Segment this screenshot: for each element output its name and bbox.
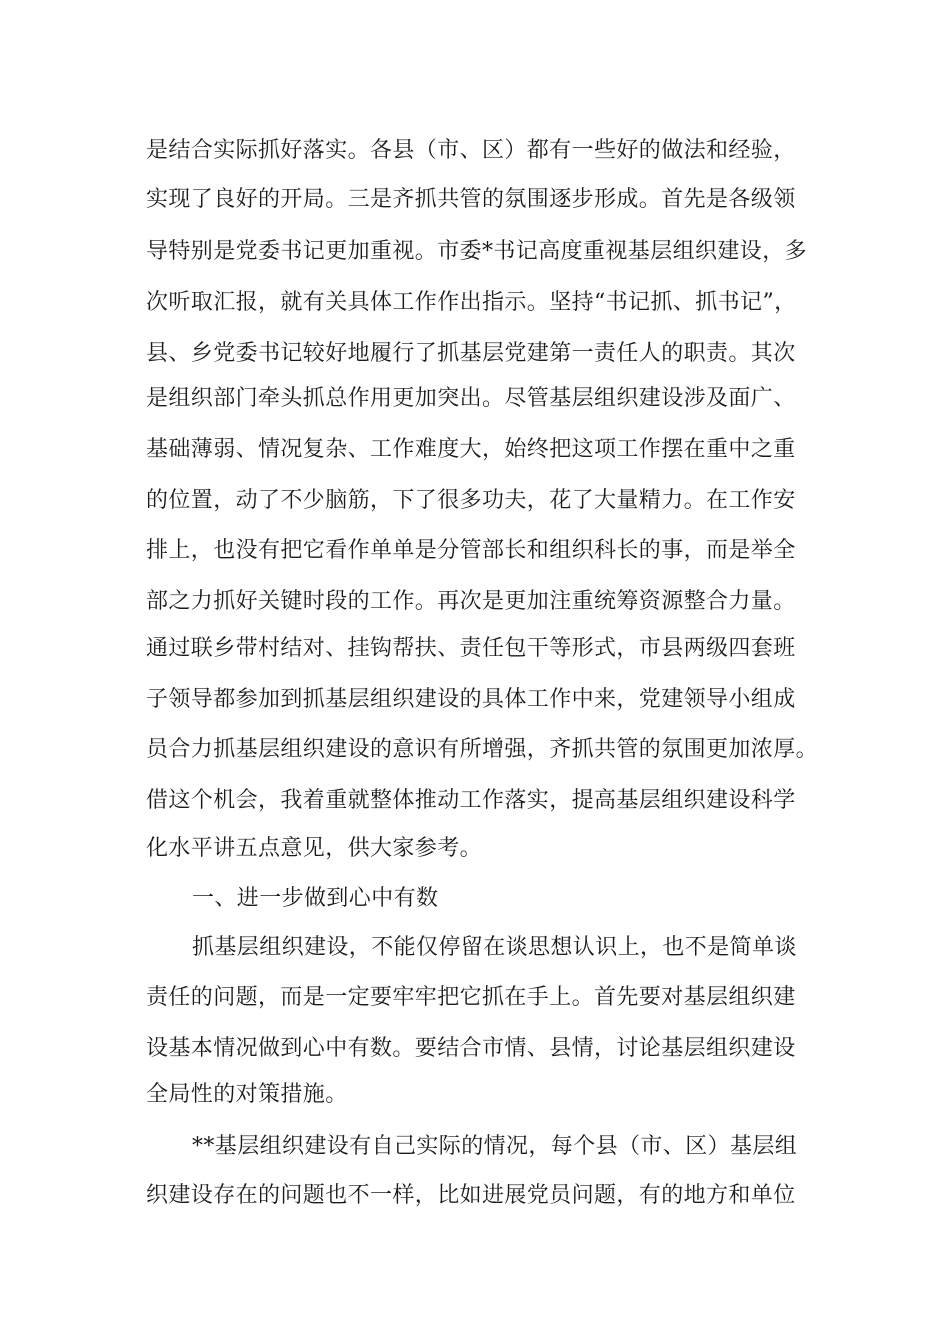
body-text-line: 是组织部门牵头抓总作用更加突出。尽管基层组织建设涉及面广、 <box>146 386 796 411</box>
body-text-line: **基层组织建设有自己实际的情况，每个县（市、区）基层组 <box>192 1134 798 1159</box>
body-text-line: 员合力抓基层组织建设的意识有所增强，齐抓共管的氛围更加浓厚。 <box>146 737 819 762</box>
body-text-line: 子领导都参加到抓基层组织建设的具体工作中来，党建领导小组成 <box>146 687 796 712</box>
section-heading: 一、进一步做到心中有数 <box>192 886 439 911</box>
body-text-line: 排上，也没有把它看作单单是分管部长和组织科长的事，而是举全 <box>146 538 796 563</box>
body-text-line: 全局性的对策措施。 <box>146 1082 348 1107</box>
body-text-line: 设基本情况做到心中有数。要结合市情、县情，讨论基层组织建设 <box>146 1036 796 1061</box>
body-text-line: 县、乡党委书记较好地履行了抓基层党建第一责任人的职责。其次 <box>146 341 796 366</box>
body-text-line: 化水平讲五点意见，供大家参考。 <box>146 836 483 861</box>
body-text-line: 抓基层组织建设，不能仅停留在谈思想认识上，也不是简单谈 <box>192 935 797 960</box>
body-text-line: 次听取汇报，就有关具体工作作出指示。坚持“书记抓、抓书记”， <box>146 290 797 315</box>
body-text-line: 实现了良好的开局。三是齐抓共管的氛围逐步形成。首先是各级领 <box>146 187 796 212</box>
body-text-line: 借这个机会，我着重就整体推动工作落实，提高基层组织建设科学 <box>146 788 796 813</box>
body-text-line: 的位置，动了不少脑筋，下了很多功夫，花了大量精力。在工作安 <box>146 488 796 513</box>
body-text-line: 织建设存在的问题也不一样，比如进展党员问题，有的地方和单位 <box>146 1183 796 1208</box>
body-text-line: 部之力抓好关键时段的工作。再次是更加注重统筹资源整合力量。 <box>146 589 796 614</box>
body-text-line: 导特别是党委书记更加重视。市委*书记高度重视基层组织建设，多 <box>146 239 808 264</box>
body-text-line: 通过联乡带村结对、挂钩帮扶、责任包干等形式，市县两级四套班 <box>146 636 796 661</box>
body-text-line: 基础薄弱、情况复杂、工作难度大，始终把这项工作摆在重中之重 <box>146 437 796 462</box>
body-text-line: 是结合实际抓好落实。各县（市、区）都有一些好的做法和经验， <box>146 138 796 163</box>
body-text-line: 责任的问题，而是一定要牢牢把它抓在手上。首先要对基层组织建 <box>146 985 796 1010</box>
